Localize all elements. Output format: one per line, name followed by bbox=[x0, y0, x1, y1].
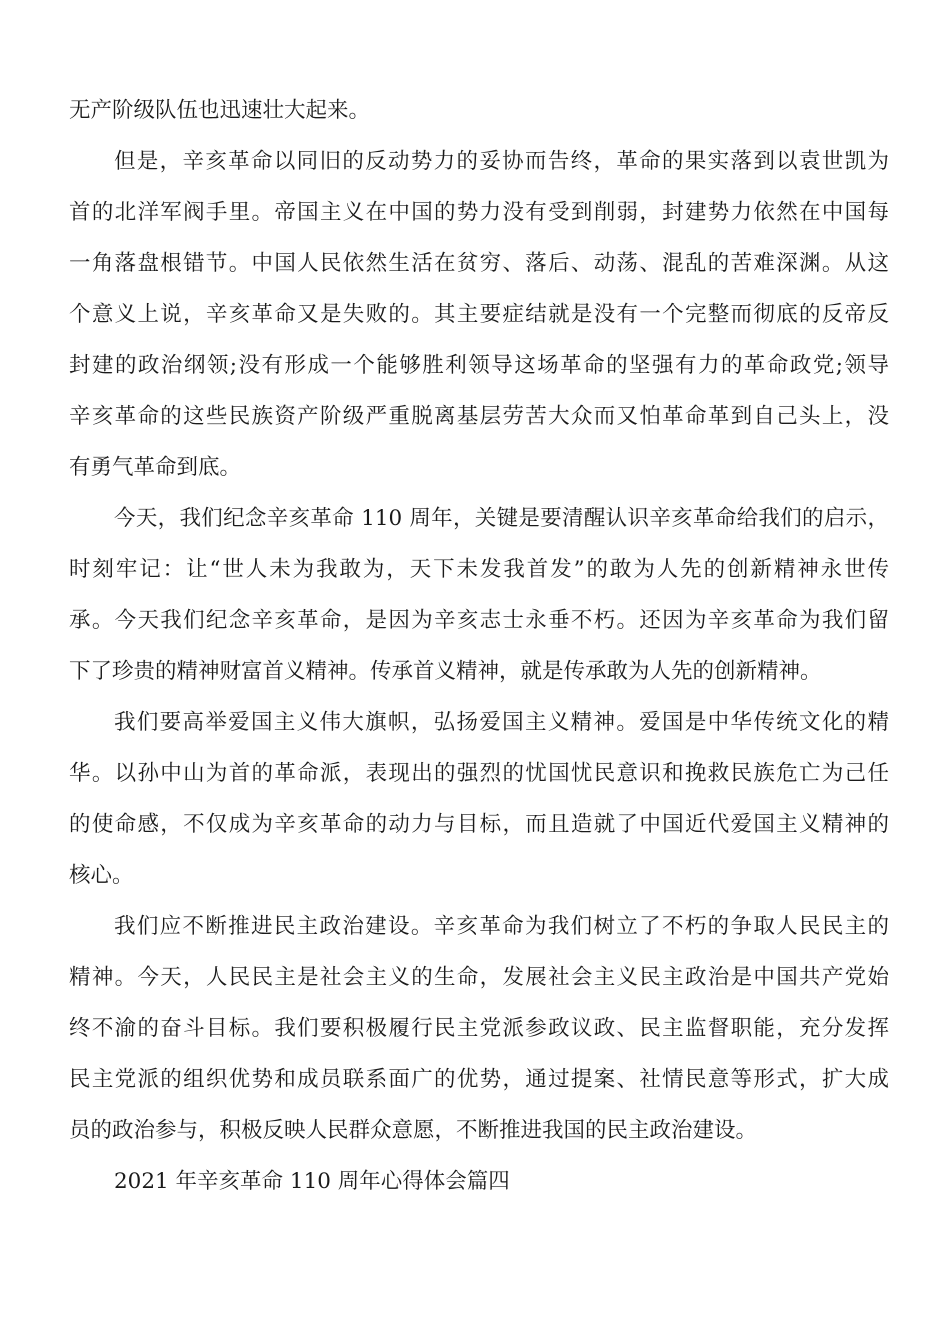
paragraph-line: 华。以孙中山为首的革命派，表现出的强烈的忧国忧民意识和挽救民族危亡为己任 bbox=[69, 761, 889, 786]
paragraph-line: 民主党派的组织优势和成员联系面广的优势，通过提案、社情民意等形式，扩大成 bbox=[69, 1067, 889, 1092]
paragraph-line: 终不渝的奋斗目标。我们要积极履行民主党派参政议政、民主监督职能，充分发挥 bbox=[69, 1016, 889, 1041]
paragraph-line: 一角落盘根错节。中国人民依然生活在贫穷、落后、动荡、混乱的苦难深渊。从这 bbox=[69, 251, 889, 276]
paragraph-line: 但是，辛亥革命以同旧的反动势力的妥协而告终，革命的果实落到以袁世凯为 bbox=[114, 149, 889, 174]
paragraph-line: 有勇气革命到底。 bbox=[69, 455, 242, 480]
section-heading: 2021 年辛亥革命 110 周年心得体会篇四 bbox=[114, 1169, 510, 1194]
paragraph-line: 员的政治参与，积极反映人民群众意愿，不断推进我国的民主政治建设。 bbox=[69, 1118, 758, 1143]
paragraph-line: 辛亥革命的这些民族资产阶级严重脱离基层劳苦大众而又怕革命革到自己头上，没 bbox=[69, 404, 889, 429]
paragraph-line: 封建的政治纲领;没有形成一个能够胜利领导这场革命的坚强有力的革命政党;领导 bbox=[69, 353, 889, 378]
paragraph-line: 个意义上说，辛亥革命又是失败的。其主要症结就是没有一个完整而彻底的反帝反 bbox=[69, 302, 889, 327]
paragraph-line: 下了珍贵的精神财富首义精神。传承首义精神，就是传承敢为人先的创新精神。 bbox=[69, 659, 822, 684]
paragraph-line: 精神。今天，人民民主是社会主义的生命，发展社会主义民主政治是中国共产党始 bbox=[69, 965, 889, 990]
paragraph-line: 我们要高举爱国主义伟大旗帜，弘扬爱国主义精神。爱国是中华传统文化的精 bbox=[114, 710, 889, 735]
paragraph-line: 核心。 bbox=[69, 863, 134, 888]
paragraph-line: 时刻牢记：让“世人未为我敢为，天下未发我首发”的敢为人先的创新精神永世传 bbox=[69, 557, 889, 582]
paragraph-line: 承。今天我们纪念辛亥革命，是因为辛亥志士永垂不朽。还因为辛亥革命为我们留 bbox=[69, 608, 889, 633]
paragraph-line: 今天，我们纪念辛亥革命 110 周年，关键是要清醒认识辛亥革命给我们的启示， bbox=[114, 506, 889, 531]
paragraph-line: 的使命感，不仅成为辛亥革命的动力与目标，而且造就了中国近代爱国主义精神的 bbox=[69, 812, 889, 837]
paragraph-line: 无产阶级队伍也迅速壮大起来。 bbox=[69, 98, 371, 123]
paragraph-line: 我们应不断推进民主政治建设。辛亥革命为我们树立了不朽的争取人民民主的 bbox=[114, 914, 889, 939]
paragraph-line: 首的北洋军阀手里。帝国主义在中国的势力没有受到削弱，封建势力依然在中国每 bbox=[69, 200, 889, 225]
